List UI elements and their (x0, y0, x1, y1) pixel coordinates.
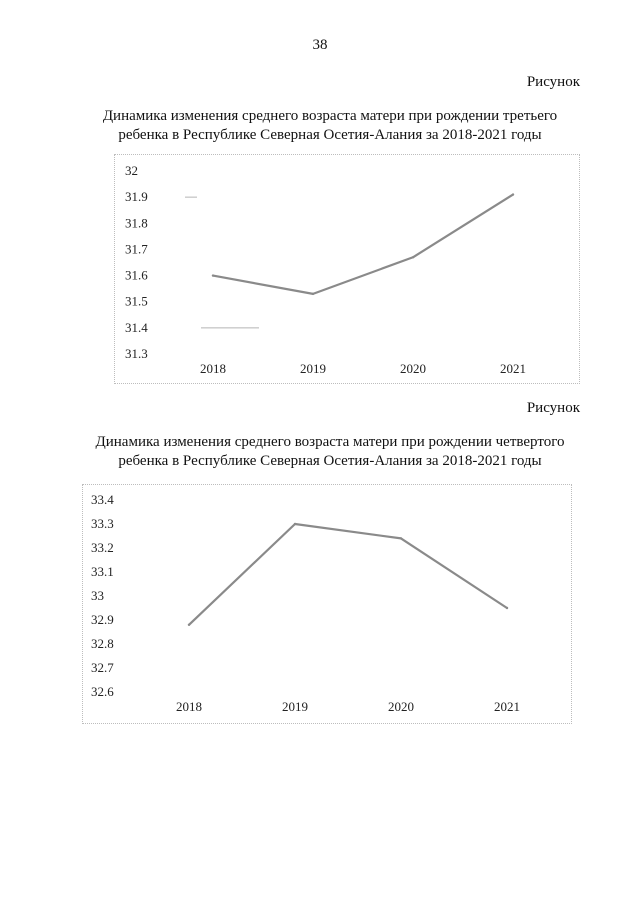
y-tick-label: 33.2 (91, 540, 114, 555)
data-point (188, 624, 190, 626)
y-tick-label: 33 (91, 588, 104, 603)
data-point (506, 607, 508, 609)
chart-2-plot (83, 485, 571, 723)
data-point (312, 293, 314, 295)
x-tick-label: 2018 (200, 361, 226, 376)
data-point (294, 523, 296, 525)
data-point (400, 537, 402, 539)
y-tick-label: 32.7 (91, 660, 114, 675)
figure-label-1: Рисунок (526, 74, 580, 90)
chart-1 (114, 154, 580, 384)
y-tick-label: 33.3 (91, 516, 114, 531)
y-tick-label: 33.4 (91, 492, 114, 507)
series-line (213, 195, 513, 294)
x-tick-label: 2020 (388, 699, 414, 714)
chart-1-title (60, 107, 600, 145)
y-tick-label: 32.8 (91, 636, 114, 651)
y-tick-label: 31.6 (125, 267, 148, 283)
y-tick-label: 31.3 (125, 346, 148, 361)
figure-label-2: Рисунок (526, 400, 580, 416)
x-tick-label: 2020 (400, 361, 426, 376)
y-tick-label: 31.7 (125, 241, 148, 257)
series-line (189, 524, 507, 625)
x-tick-label: 2021 (500, 361, 526, 376)
x-tick-label: 2018 (176, 699, 202, 714)
data-point (412, 256, 414, 258)
y-tick-label: 31.4 (125, 319, 148, 335)
y-tick-label: 32 (125, 163, 138, 178)
chart-2-title-line-2: ребенка в Республике Северная Осетия-Алания за 2018-2021 годы (118, 453, 542, 469)
chart-2 (82, 484, 572, 724)
x-tick-label: 2019 (282, 699, 308, 714)
chart-2-title (60, 433, 600, 471)
y-tick-label: 31.9 (125, 189, 148, 205)
data-point (212, 274, 214, 276)
page-number: 38 (312, 37, 328, 53)
y-tick-label: 33.1 (91, 564, 114, 579)
chart-1-plot (115, 155, 579, 383)
y-tick-label: 31.8 (125, 215, 148, 231)
chart-2-title-line-1: Динамика изменения среднего возраста матери при рождении четвертого (95, 434, 565, 450)
x-tick-label: 2019 (300, 361, 326, 376)
y-tick-label: 32.9 (91, 612, 114, 627)
data-point (512, 193, 514, 195)
y-tick-label: 31.5 (125, 293, 148, 309)
chart-1-title-line-1: Динамика изменения среднего возраста матери при рождении третьего (102, 108, 558, 124)
chart-1-title-line-2: ребенка в Республике Северная Осетия-Алания за 2018-2021 годы (118, 127, 542, 143)
x-tick-label: 2021 (494, 699, 520, 714)
y-tick-label: 32.6 (91, 684, 114, 699)
